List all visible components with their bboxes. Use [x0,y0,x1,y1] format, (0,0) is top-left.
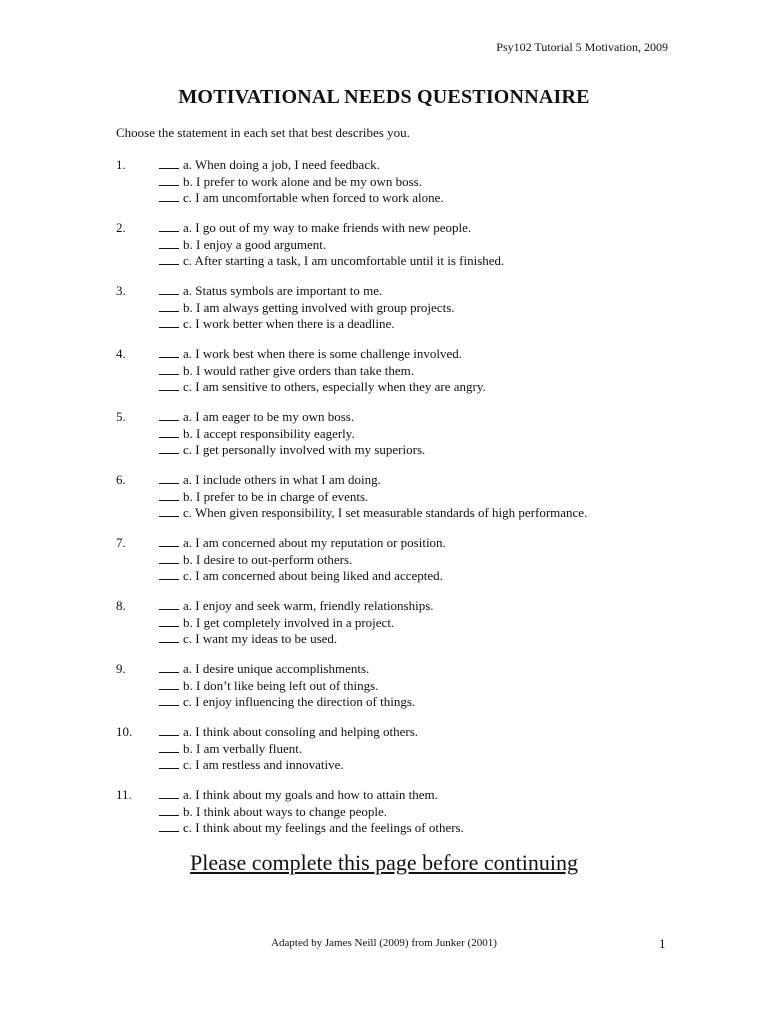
question-number: 8. [116,598,126,613]
question-number: 1. [116,157,126,172]
question-item [116,535,676,598]
answer-blank[interactable] [159,442,179,454]
option-row [159,190,444,207]
answer-blank[interactable] [159,757,179,769]
option-row [159,283,455,300]
option-text: c. I think about my feelings and the feelings of others. [183,820,464,835]
question-number: 2. [116,220,126,235]
answer-blank[interactable] [159,552,179,564]
question-item [116,283,676,346]
answer-blank[interactable] [159,472,179,484]
question-number: 3. [116,283,126,298]
option-row [159,552,446,569]
option-list [159,346,486,396]
option-text: a. I work best when there is some challenge involved. [183,346,463,361]
answer-blank[interactable] [159,615,179,627]
option-list [159,472,587,522]
option-row [159,253,504,270]
answer-blank[interactable] [159,489,179,501]
answer-blank[interactable] [159,237,179,249]
option-text: b. I prefer to be in charge of events. [183,488,369,504]
question-number: 6. [116,472,126,487]
option-row [159,346,486,363]
option-text: b. I would rather give orders than take them. [183,362,415,378]
option-text: b. I enjoy a good argument. [183,236,327,252]
option-row [159,489,587,506]
answer-blank[interactable] [159,804,179,816]
option-text: c. I am uncomfortable when forced to work alone. [183,190,444,205]
question-number: 11. [116,787,132,802]
option-text: a. Status symbols are important to me. [183,283,383,298]
option-row [159,724,418,741]
option-list [159,283,455,333]
page-title: MOTIVATIONAL NEEDS QUESTIONNAIRE [178,86,590,108]
option-row [159,694,415,711]
answer-blank[interactable] [159,694,179,706]
question-number: 5. [116,409,126,424]
answer-blank[interactable] [159,678,179,690]
answer-blank[interactable] [159,426,179,438]
option-text: a. I enjoy and seek warm, friendly relationships. [183,598,434,613]
answer-blank[interactable] [159,409,179,421]
option-row [159,426,425,443]
answer-blank[interactable] [159,190,179,202]
option-text: b. I get completely involved in a project. [183,614,395,630]
question-item [116,598,676,661]
answer-blank[interactable] [159,220,179,232]
option-text: a. I go out of my way to make friends with new people. [183,220,472,235]
option-row [159,787,464,804]
option-row [159,505,587,522]
question-item [116,787,676,850]
option-row [159,757,418,774]
answer-blank[interactable] [159,598,179,610]
option-row [159,300,455,317]
question-number: 10. [116,724,133,739]
question-item [116,661,676,724]
answer-blank[interactable] [159,253,179,265]
option-row [159,631,434,648]
running-head: Psy102 Tutorial 5 Motivation, 2009 [496,40,668,54]
answer-blank[interactable] [159,174,179,186]
option-row [159,615,434,632]
answer-blank[interactable] [159,300,179,312]
option-text: c. I enjoy influencing the direction of things. [183,694,416,709]
option-list [159,220,504,270]
question-number: 9. [116,661,126,676]
answer-blank[interactable] [159,379,179,391]
answer-blank[interactable] [159,724,179,736]
option-text: c. I am restless and innovative. [183,757,344,772]
option-row [159,363,486,380]
option-text: b. I don’t like being left out of things. [183,677,379,693]
option-text: c. When given responsibility, I set measurable standards of high performance. [183,505,588,520]
page-number: 1 [659,936,666,951]
option-text: c. I want my ideas to be used. [183,631,338,646]
option-row [159,804,464,821]
option-text: c. After starting a task, I am uncomfortable until it is finished. [183,253,505,268]
option-list [159,157,444,207]
question-item [116,724,676,787]
option-text: b. I am verbally fluent. [183,740,303,756]
question-item [116,409,676,472]
question-item [116,346,676,409]
option-list [159,409,425,459]
option-list [159,724,418,774]
option-row [159,535,446,552]
question-item [116,220,676,283]
question-list [116,157,676,850]
option-text: b. I prefer to work alone and be my own boss. [183,173,422,189]
question-number: 4. [116,346,126,361]
option-row [159,157,444,174]
answer-blank[interactable] [159,157,179,169]
option-row [159,379,486,396]
answer-blank[interactable] [159,535,179,547]
option-text: a. I think about consoling and helping others. [183,724,419,739]
question-number: 7. [116,535,126,550]
option-row [159,820,464,837]
option-text: a. I desire unique accomplishments. [183,661,370,676]
option-row [159,568,446,585]
option-row [159,741,418,758]
option-row [159,442,425,459]
option-list [159,787,464,837]
instructions: Choose the statement in each set that best describes you. [116,125,410,140]
option-row [159,237,504,254]
option-text: a. When doing a job, I need feedback. [183,157,380,172]
option-row [159,661,415,678]
option-row [159,678,415,695]
answer-blank[interactable] [159,283,179,295]
option-text: b. I think about ways to change people. [183,803,387,819]
option-list [159,535,446,585]
question-item [116,157,676,220]
option-text: b. I am always getting involved with group projects. [183,299,455,315]
footer-credit: Adapted by James Neill (2009) from Junker (2001) [271,937,497,949]
answer-blank[interactable] [159,505,179,517]
option-list [159,661,415,711]
option-row [159,409,425,426]
question-item [116,472,676,535]
option-text: a. I am concerned about my reputation or position. [183,535,446,550]
answer-blank[interactable] [159,363,179,375]
option-text: a. I think about my goals and how to attain them. [183,787,438,802]
answer-blank[interactable] [159,568,179,580]
continue-note: Please complete this page before continuing [190,850,578,875]
option-row [159,316,455,333]
option-row [159,174,444,191]
option-text: c. I am concerned about being liked and accepted. [183,568,443,583]
option-text: a. I am eager to be my own boss. [183,409,355,424]
answer-blank[interactable] [159,787,179,799]
option-text: a. I include others in what I am doing. [183,472,381,487]
option-row [159,598,434,615]
option-list [159,598,434,648]
answer-blank[interactable] [159,661,179,673]
option-text: c. I get personally involved with my superiors. [183,442,426,457]
answer-blank[interactable] [159,820,179,832]
answer-blank[interactable] [159,631,179,643]
answer-blank[interactable] [159,346,179,358]
answer-blank[interactable] [159,741,179,753]
option-text: c. I work better when there is a deadline. [183,316,395,331]
option-row [159,472,587,489]
option-row [159,220,504,237]
answer-blank[interactable] [159,316,179,328]
option-text: b. I accept responsibility eagerly. [183,425,355,441]
option-text: c. I am sensitive to others, especially when they are angry. [183,379,486,394]
option-text: b. I desire to out-perform others. [183,551,353,567]
